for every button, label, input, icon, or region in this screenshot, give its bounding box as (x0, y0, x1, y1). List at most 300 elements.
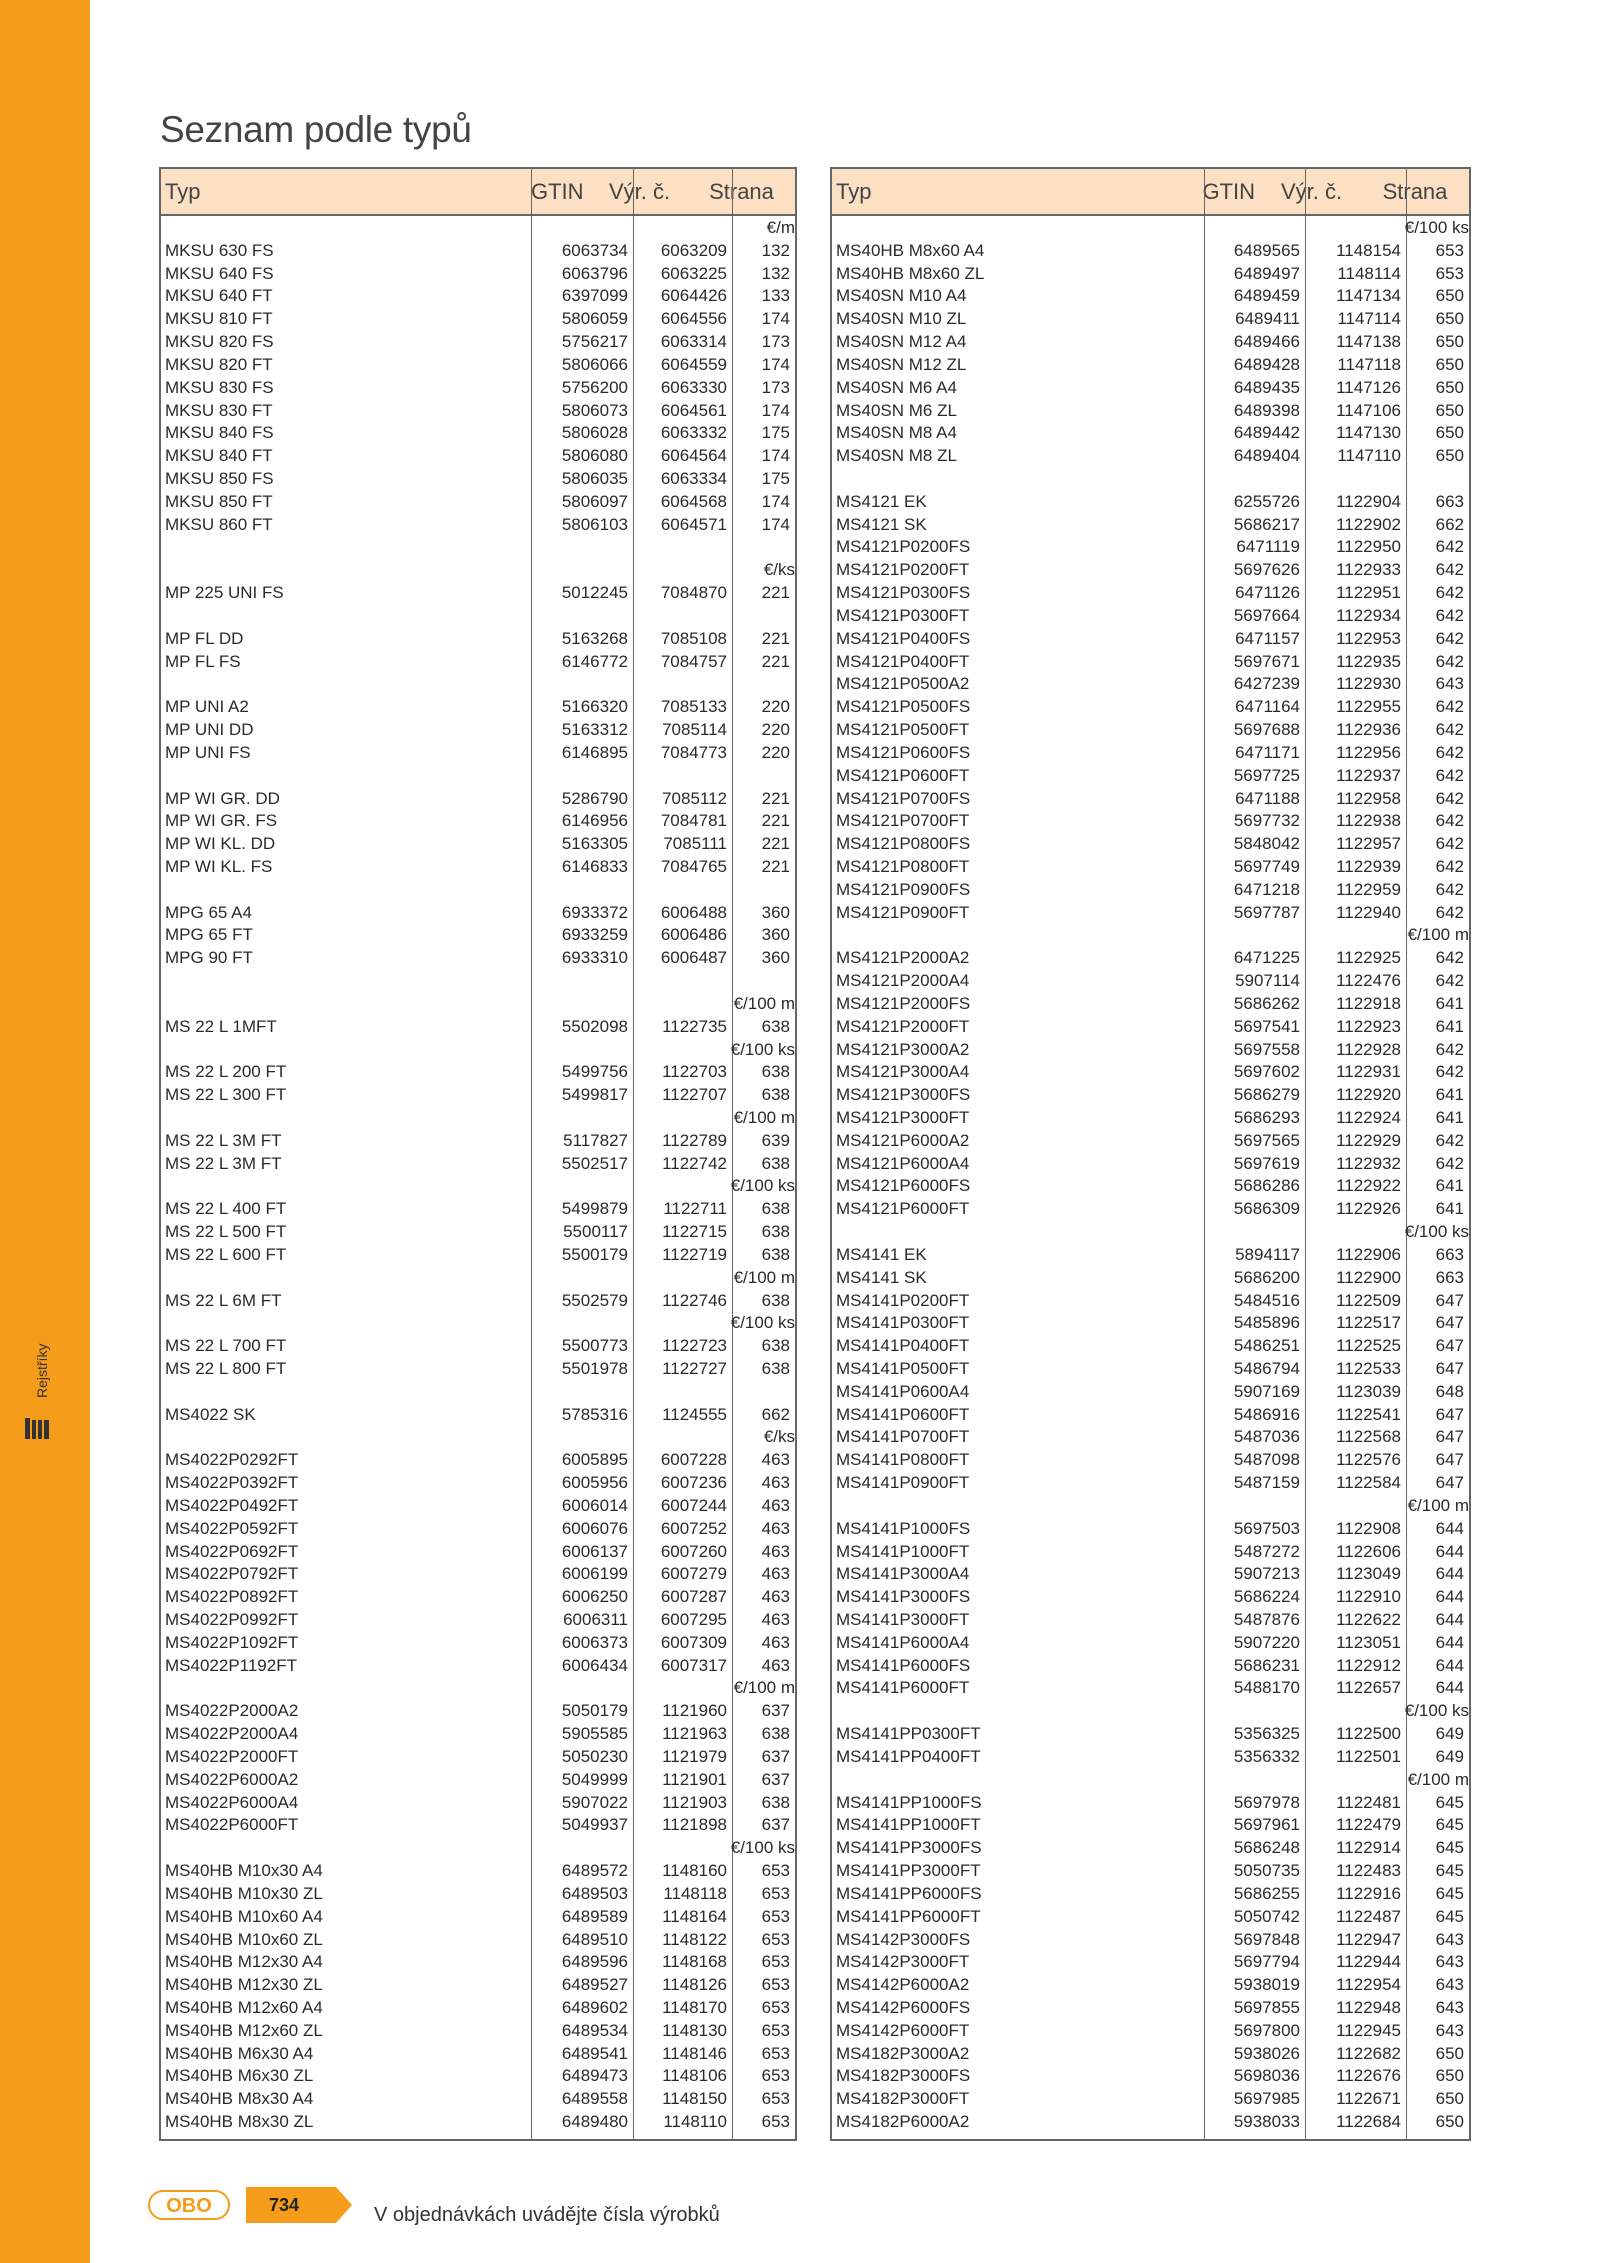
type-cell: MS 22 L 3M FT (165, 1130, 282, 1150)
type-cell: MS4022P1192FT (165, 1655, 297, 1675)
product-number-cell: 1122723 (662, 1336, 727, 1356)
product-number-cell: 1122671 (1336, 2089, 1401, 2109)
page-cell: 662 (761, 1404, 790, 1424)
footer-note: V objednávkách uvádějte čísla výrobků (374, 2204, 720, 2226)
page-cell: 638 (761, 1062, 790, 1082)
page-cell: 637 (761, 1746, 790, 1766)
page-number: 734 (268, 2195, 300, 2215)
gtin-cell: 5785316 (561, 1404, 628, 1424)
page-cell: 647 (1435, 1404, 1464, 1424)
type-cell: MS4141P6000FS (836, 1655, 971, 1675)
page-cell: 463 (761, 1495, 790, 1515)
page-cell: 645 (1435, 1861, 1464, 1881)
type-cell: MS4142P3000FT (836, 1952, 970, 1972)
product-number-cell: 1147114 (1337, 309, 1401, 329)
type-cell: MS4121P0900FS (836, 879, 971, 899)
type-cell: MS4022P6000A4 (165, 1792, 299, 1812)
gtin-cell: 5686217 (1233, 514, 1300, 534)
gtin-cell: 6146772 (561, 651, 628, 671)
gtin-cell: 5756200 (561, 377, 628, 397)
gtin-cell: 5806066 (561, 354, 628, 374)
book-index-icon (24, 1418, 50, 1440)
table-row (161, 832, 795, 855)
type-cell: MS4141P3000FS (836, 1587, 971, 1607)
type-cell: MS4182P6000A2 (836, 2112, 970, 2132)
table-row (832, 444, 1469, 467)
table-row (161, 1220, 795, 1243)
product-number-cell: 6007287 (660, 1587, 727, 1607)
page-cell: 644 (1435, 1541, 1464, 1561)
type-cell: MS40HB M8x30 A4 (165, 2089, 314, 2109)
table-row (832, 787, 1469, 810)
gtin-cell: 5485896 (1233, 1313, 1300, 1333)
gtin-cell: 6489534 (561, 2020, 628, 2040)
gtin-cell: 6489435 (1233, 377, 1300, 397)
page-cell: 653 (1435, 240, 1464, 260)
gtin-cell: 5049999 (561, 1769, 628, 1789)
table-row (832, 2110, 1469, 2133)
type-cell: MS40HB M6x30 A4 (165, 2043, 314, 2063)
table-row (161, 1494, 795, 1517)
gtin-cell: 5697671 (1233, 651, 1300, 671)
type-cell: MS40HB M10x30 A4 (165, 1861, 323, 1881)
table-row (832, 1380, 1469, 1403)
page-cell: 220 (761, 720, 790, 740)
type-cell: MS4141P1000FS (836, 1518, 971, 1538)
gtin-cell: 5163268 (561, 628, 628, 648)
gtin-cell: 5697800 (1233, 2020, 1300, 2040)
table-row (161, 1882, 795, 1905)
product-number-cell: 1122937 (1336, 765, 1401, 785)
page-cell: 642 (1435, 560, 1464, 580)
type-cell: MS4121P6000A2 (836, 1130, 970, 1150)
unit-row (161, 1174, 795, 1197)
table-row (832, 1060, 1469, 1083)
table-row (832, 1266, 1469, 1289)
page-cell: 653 (761, 1975, 790, 1995)
type-cell: MS4141P0400FT (836, 1336, 970, 1356)
page-cell: 647 (1435, 1427, 1464, 1447)
type-cell: MS4142P6000FS (836, 1997, 971, 2017)
page-cell: 642 (1435, 1153, 1464, 1173)
product-number-cell: 1148146 (662, 2043, 727, 2063)
table-row (832, 1106, 1469, 1129)
table-row (161, 1996, 795, 2019)
product-number-cell: 1121960 (662, 1701, 727, 1721)
page-cell: 463 (761, 1541, 790, 1561)
page-cell: 653 (1435, 263, 1464, 283)
gtin-cell: 5502517 (561, 1153, 628, 1173)
gtin-cell: 5487272 (1233, 1541, 1300, 1561)
product-number-cell: 1122951 (1336, 583, 1401, 603)
product-number-cell: 1148126 (662, 1975, 727, 1995)
gtin-cell: 6489411 (1235, 309, 1300, 329)
type-cell: MS 22 L 300 FT (165, 1085, 287, 1105)
gtin-cell: 5697565 (1233, 1130, 1300, 1150)
gtin-cell: 5938019 (1233, 1975, 1300, 1995)
type-cell: MS4022P6000A2 (165, 1769, 299, 1789)
page-cell: 175 (761, 469, 790, 489)
product-number-cell: 1122916 (1336, 1883, 1401, 1903)
unit-row (832, 1699, 1469, 1722)
type-cell: MS4141PP1000FS (836, 1792, 982, 1812)
type-cell: MS4141P0500FT (836, 1359, 970, 1378)
type-cell: MKSU 640 FS (165, 263, 274, 283)
gtin-cell: 5905585 (561, 1724, 628, 1744)
gtin-cell: 5488170 (1233, 1678, 1300, 1698)
type-cell: MS4121P0800FT (836, 856, 970, 876)
product-number-cell: 1122948 (1336, 1997, 1401, 2017)
gtin-cell: 5697794 (1233, 1952, 1300, 1972)
product-number-cell: 1148160 (662, 1861, 727, 1881)
product-number-cell: 7085112 (662, 788, 727, 808)
product-number-cell: 6064571 (660, 514, 727, 534)
table-row (161, 2110, 795, 2133)
page-cell: 220 (761, 742, 790, 762)
table-row (832, 399, 1469, 422)
table-row (161, 1129, 795, 1152)
page-cell: 663 (1435, 491, 1464, 511)
table-row (832, 650, 1469, 673)
product-number-cell: 1122682 (1336, 2043, 1401, 2063)
type-cell: MS4141P0600A4 (836, 1381, 970, 1401)
page-cell: 221 (761, 628, 790, 648)
gtin-cell: 5697664 (1233, 605, 1300, 625)
product-number-cell: 1148170 (662, 1997, 727, 2017)
page-cell: 638 (761, 1724, 790, 1744)
price-unit: €/100 ks (730, 1838, 795, 1858)
product-number-cell: 1121898 (662, 1815, 727, 1835)
page-cell: 638 (761, 1085, 790, 1105)
product-number-cell: 1147110 (1337, 446, 1401, 466)
table-row (832, 1791, 1469, 1814)
page-cell: 360 (761, 948, 790, 968)
gtin-cell: 5907114 (1235, 971, 1300, 991)
product-number-cell: 1123039 (1336, 1381, 1401, 1401)
type-cell: MS4141P0600FT (836, 1404, 970, 1424)
gtin-cell: 6471225 (1233, 948, 1300, 968)
gtin-cell: 5163305 (561, 834, 628, 854)
header-typ: Typ (836, 179, 872, 204)
product-number-cell: 1122957 (1336, 834, 1401, 854)
type-cell: MS4121P3000A4 (836, 1062, 970, 1082)
gtin-cell: 5806028 (561, 423, 628, 443)
gtin-cell: 6489428 (1233, 354, 1300, 374)
type-cell: MKSU 850 FS (165, 469, 274, 489)
page-cell: 645 (1435, 1838, 1464, 1858)
type-cell: MS40HB M12x30 ZL (165, 1975, 323, 1995)
page-cell: 638 (761, 1359, 790, 1378)
page-cell: 647 (1435, 1359, 1464, 1378)
product-number-cell: 1122476 (1336, 971, 1401, 991)
page-cell: 221 (761, 856, 790, 876)
type-cell: MS40SN M12 A4 (836, 332, 967, 352)
table-row (161, 741, 795, 764)
product-number-cell: 1122576 (1336, 1450, 1401, 1470)
product-number-cell: 1122950 (1336, 537, 1401, 557)
gtin-cell: 5356332 (1233, 1746, 1300, 1766)
table-row (161, 513, 795, 536)
gtin-cell: 5806035 (561, 469, 628, 489)
table-row (161, 1243, 795, 1266)
page-cell: 650 (1435, 354, 1464, 374)
product-number-cell: 1148106 (662, 2066, 727, 2086)
page-cell: 174 (761, 309, 790, 329)
price-unit: €/ks (763, 1427, 795, 1447)
page-cell: 649 (1435, 1724, 1464, 1744)
price-unit: €/m (766, 218, 795, 237)
page-cell: 638 (761, 1016, 790, 1036)
page-cell: 653 (761, 1906, 790, 1926)
unit-row (161, 1676, 795, 1699)
page-cell: 641 (1435, 1176, 1464, 1196)
type-cell: MS4121P2000A2 (836, 948, 970, 968)
type-cell: MS4022 SK (165, 1404, 256, 1424)
gtin-cell: 5012245 (561, 583, 628, 603)
type-cell: MKSU 820 FT (165, 354, 273, 374)
gtin-cell: 5697787 (1233, 902, 1300, 922)
table-row (161, 444, 795, 467)
table-row (161, 1745, 795, 1768)
gtin-cell: 5697732 (1233, 811, 1300, 831)
table-row (832, 513, 1469, 536)
page-cell: 644 (1435, 1587, 1464, 1607)
product-number-cell: 7084781 (660, 811, 727, 831)
product-number-cell: 1122953 (1336, 628, 1401, 648)
product-number-cell: 1122568 (1336, 1427, 1401, 1447)
page-cell: 132 (761, 263, 790, 283)
gtin-cell: 6146895 (561, 742, 628, 762)
type-cell: MS4121 SK (836, 514, 927, 534)
table-row (832, 832, 1469, 855)
type-cell: MKSU 840 FS (165, 423, 274, 443)
product-number-cell: 1122939 (1336, 856, 1401, 876)
type-cell: MS4022P0792FT (165, 1564, 299, 1584)
type-cell: MS4022P0892FT (165, 1587, 299, 1607)
product-number-cell: 1122920 (1336, 1085, 1401, 1105)
page-cell: 662 (1435, 514, 1464, 534)
gtin-cell: 6489565 (1233, 240, 1300, 260)
unit-row (832, 1220, 1469, 1243)
product-number-cell: 1122938 (1336, 811, 1401, 831)
page-cell: 647 (1435, 1290, 1464, 1310)
product-number-cell: 6007317 (660, 1655, 727, 1675)
type-cell: MS4141P0900FT (836, 1473, 970, 1493)
gtin-cell: 6489558 (561, 2089, 628, 2109)
page-cell: 463 (761, 1610, 790, 1630)
gtin-cell: 5907220 (1233, 1632, 1300, 1652)
product-number-cell: 1122487 (1336, 1906, 1401, 1926)
table-row (832, 604, 1469, 627)
page-cell: 643 (1435, 1952, 1464, 1972)
type-cell: MKSU 840 FT (165, 446, 273, 466)
gtin-cell: 5050742 (1233, 1906, 1300, 1926)
type-cell: MKSU 630 FS (165, 240, 274, 260)
type-cell: MS4121P0200FT (836, 560, 970, 580)
table-row (832, 1197, 1469, 1220)
table-row (161, 1197, 795, 1220)
table-row (161, 718, 795, 741)
page-cell: 647 (1435, 1313, 1464, 1333)
type-cell: MS40HB M8x30 ZL (165, 2112, 314, 2132)
page-cell: 650 (1435, 446, 1464, 466)
product-number-cell: 1122906 (1336, 1244, 1401, 1264)
table-row (161, 1060, 795, 1083)
product-number-cell: 1122715 (662, 1222, 727, 1242)
type-cell: MS4142P6000A2 (836, 1975, 970, 1995)
gtin-cell: 6489572 (561, 1861, 628, 1881)
product-number-cell: 1121979 (662, 1746, 727, 1766)
table-row (161, 421, 795, 444)
gtin-cell: 5697626 (1233, 560, 1300, 580)
product-number-cell: 7084757 (660, 651, 727, 671)
product-number-cell: 1147134 (1336, 286, 1401, 306)
gtin-cell: 5502579 (561, 1290, 628, 1310)
gtin-cell: 6489602 (561, 1997, 628, 2017)
table-row (161, 1768, 795, 1791)
gtin-cell: 6006014 (561, 1495, 628, 1515)
gtin-cell: 6489510 (561, 1929, 628, 1949)
page-cell: 133 (761, 286, 790, 306)
gtin-cell: 6471164 (1235, 697, 1300, 717)
table-row (832, 1448, 1469, 1471)
product-number-cell: 1122945 (1336, 2020, 1401, 2040)
product-number-cell: 1122947 (1336, 1929, 1401, 1949)
type-cell: MS 22 L 600 FT (165, 1244, 287, 1264)
page-cell: 653 (761, 2112, 790, 2132)
table-row (832, 1289, 1469, 1312)
page-cell: 643 (1435, 1975, 1464, 1995)
page-cell: 463 (761, 1655, 790, 1675)
product-number-cell: 1147106 (1336, 400, 1401, 420)
gtin-cell: 6933259 (561, 925, 628, 945)
page-cell: 642 (1435, 856, 1464, 876)
page-cell: 173 (761, 377, 790, 397)
product-number-cell: 1122928 (1336, 1039, 1401, 1059)
table-row (832, 1357, 1469, 1380)
page-cell: 173 (761, 332, 790, 352)
gtin-cell: 6006137 (561, 1541, 628, 1561)
page-cell: 650 (1435, 2089, 1464, 2109)
page-cell: 641 (1435, 1199, 1464, 1219)
gtin-cell: 5697688 (1233, 720, 1300, 740)
table-row (832, 1882, 1469, 1905)
page-cell: 653 (761, 2043, 790, 2063)
type-cell: MS4022P2000A4 (165, 1724, 299, 1744)
table-row (161, 262, 795, 285)
page-cell: 642 (1435, 583, 1464, 603)
gtin-cell: 5894117 (1235, 1244, 1300, 1264)
page-cell: 644 (1435, 1632, 1464, 1652)
product-number-cell: 1123051 (1336, 1632, 1401, 1652)
gtin-cell: 5907213 (1233, 1564, 1300, 1584)
type-cell: MS4142P3000FS (836, 1929, 971, 1949)
page-cell: 644 (1435, 1678, 1464, 1698)
table-row (832, 1973, 1469, 1996)
page-cell: 663 (1435, 1244, 1464, 1264)
product-number-cell: 6063332 (660, 423, 727, 443)
product-number-cell: 1122746 (662, 1290, 727, 1310)
table-row (832, 535, 1469, 558)
unit-row (161, 992, 795, 1015)
gtin-cell: 5697848 (1233, 1929, 1300, 1949)
page-cell: 638 (761, 1792, 790, 1812)
type-cell: MS4121P3000FT (836, 1107, 970, 1127)
gtin-cell: 6489466 (1233, 332, 1300, 352)
page-cell: 642 (1435, 811, 1464, 831)
gtin-cell: 5501978 (561, 1359, 628, 1378)
header-gtin: GTIN (531, 179, 584, 204)
type-cell: MS4022P0592FT (165, 1518, 299, 1538)
table-row (832, 2042, 1469, 2065)
gtin-cell: 6489503 (561, 1883, 628, 1903)
table-row (161, 1540, 795, 1563)
type-cell: MS4182P3000FS (836, 2066, 971, 2086)
table-row (161, 1631, 795, 1654)
table-row (832, 1950, 1469, 1973)
page-cell: 648 (1435, 1381, 1464, 1401)
page-cell: 647 (1435, 1450, 1464, 1470)
page-cell: 642 (1435, 605, 1464, 625)
table-row (832, 1083, 1469, 1106)
table-row (161, 239, 795, 262)
spacer-row (161, 1380, 795, 1403)
table-row (832, 969, 1469, 992)
page-cell: 638 (761, 1222, 790, 1242)
gtin-cell: 6489527 (561, 1975, 628, 1995)
product-number-cell: 1122940 (1336, 902, 1401, 922)
table-row (832, 1654, 1469, 1677)
type-cell: MP WI GR. FS (165, 811, 278, 831)
type-cell: MS4121P0700FT (836, 811, 970, 831)
price-unit: €/100 m (733, 1107, 795, 1127)
table-row (832, 1905, 1469, 1928)
product-number-cell: 6064556 (660, 309, 727, 329)
spacer-row (161, 604, 795, 627)
gtin-cell: 5163312 (561, 720, 628, 740)
product-number-cell: 1122703 (662, 1062, 727, 1082)
product-number-cell: 1122929 (1336, 1130, 1401, 1150)
gtin-cell: 5686224 (1233, 1587, 1300, 1607)
table-row (832, 1745, 1469, 1768)
page-cell: 174 (761, 400, 790, 420)
type-cell: MS4141P6000A4 (836, 1632, 970, 1652)
type-cell: MS4141PP6000FS (836, 1883, 982, 1903)
gtin-cell: 6255726 (1233, 491, 1300, 511)
type-cell: MS4022P0992FT (165, 1610, 299, 1630)
type-cell: MS40HB M10x60 A4 (165, 1906, 323, 1926)
page-cell: 650 (1435, 2112, 1464, 2132)
gtin-cell: 5050735 (1233, 1861, 1300, 1881)
product-number-cell: 6007279 (660, 1564, 727, 1584)
page-cell: 642 (1435, 765, 1464, 785)
table-row (161, 284, 795, 307)
gtin-cell: 6489596 (561, 1952, 628, 1972)
page-cell: 641 (1435, 1107, 1464, 1127)
table-row (832, 1517, 1469, 1540)
product-number-cell: 1122930 (1336, 674, 1401, 694)
product-number-cell: 1122914 (1336, 1838, 1401, 1858)
product-number-cell: 1122924 (1336, 1107, 1401, 1127)
price-unit: €/100 ks (1404, 1222, 1469, 1242)
table-row (161, 809, 795, 832)
table-row (161, 1562, 795, 1585)
gtin-cell: 6427239 (1233, 674, 1300, 694)
type-cell: MP 225 UNI FS (165, 583, 284, 603)
page-cell: 463 (761, 1473, 790, 1493)
gtin-cell: 5697961 (1233, 1815, 1300, 1835)
product-number-cell: 6006488 (660, 902, 727, 922)
